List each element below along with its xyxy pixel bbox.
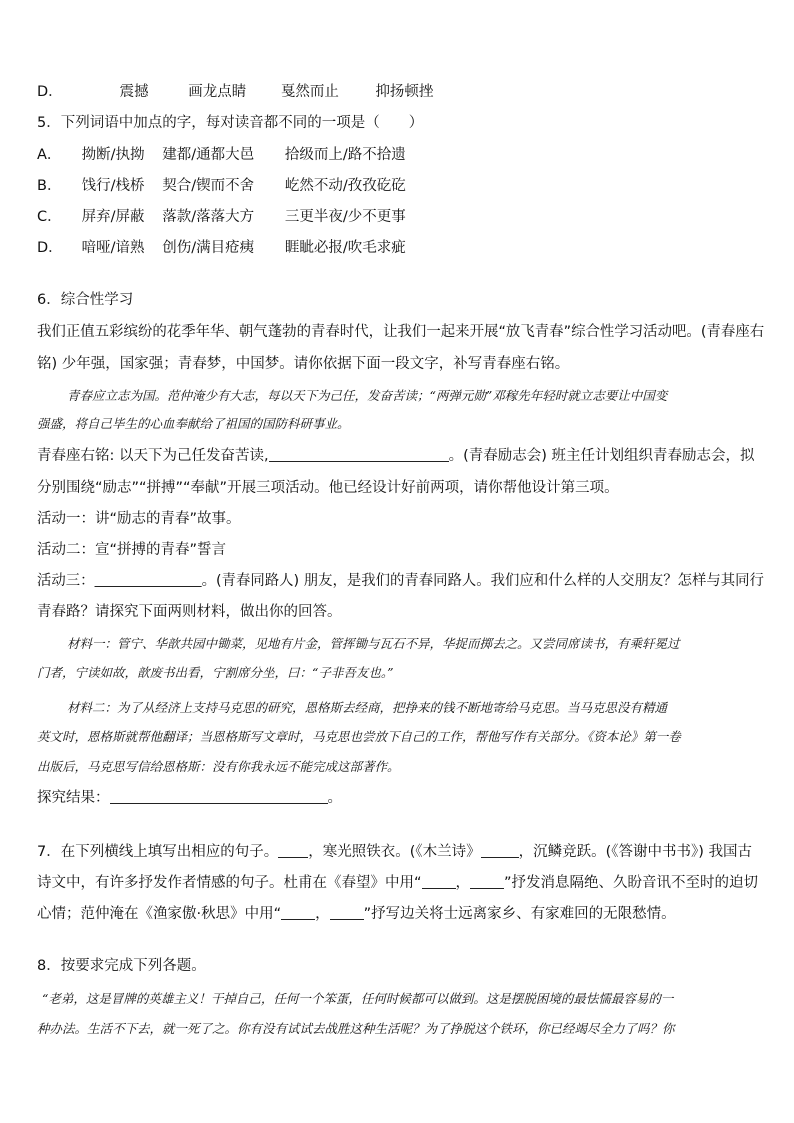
- q5-option-b: [37, 176, 406, 196]
- q7-text: ”抒发消息隔绝、久盼音讯不至时的迫切: [504, 875, 759, 891]
- q7-text: ，: [455, 875, 471, 891]
- q7-text: 心情；范仲淹在《渔家傲·秋思》中用“: [37, 906, 282, 922]
- option-word: 戛然而止: [280, 84, 339, 100]
- q6-result-line: [37, 788, 342, 808]
- q5-stem: 5．下列词语中加点的字，每对读音都不同的一项是（ ）: [37, 115, 424, 131]
- activity-3-suffix: 。(青春同路人) 朋友，是我们的青春同路人。我们应和什么样的人交朋友？怎样与其同行: [201, 573, 764, 589]
- q7-text: 7．在下列横线上填写出相应的句子。: [37, 844, 279, 860]
- q6-title: 6．综合性学习: [37, 292, 134, 308]
- q7-text: ”抒写边关将士远离家乡、有家难回的无限愁情。: [363, 906, 676, 922]
- option-word: 三更半夜/少不更事: [284, 209, 406, 225]
- motto-suffix: 。(青春励志会) 班主任计划组织青春励志会，拟: [448, 448, 755, 464]
- q6-intro-line: 我们正值五彩缤纷的花季年华、朝气蓬勃的青春时代，让我们一起来开展“放飞青春”综合性学习活动吧。(青春座右: [37, 324, 765, 340]
- material-2-line: 出版后，马克思写信给恩格斯：没有你我永远不能完成这部著作。: [37, 759, 400, 774]
- option-word: 饯行/栈桥: [81, 178, 145, 194]
- activity-3-prefix: 活动三：: [37, 573, 95, 589]
- q6-activity-2: 活动二：宣“拼搏的青春”誓言: [37, 542, 227, 558]
- option-label: D．: [37, 240, 63, 256]
- result-suffix: 。: [327, 790, 342, 806]
- option-label: D．: [37, 84, 63, 100]
- option-word: 喑哑/谙熟: [81, 240, 145, 256]
- option-word: 屏弃/屏蔽: [81, 209, 145, 225]
- option-word: 抑扬顿挫: [375, 84, 434, 100]
- q5-option-d: [37, 238, 406, 258]
- result-prefix: 探究结果：: [37, 790, 110, 806]
- q6-note-line: 强盛，将自己毕生的心血奉献给了祖国的国防科研事业。: [37, 416, 350, 431]
- option-word: 震撼: [119, 84, 149, 100]
- q8-passage-line: “老弟，这是冒牌的英雄主义！干掉自己，任何一个笨蛋，任何时候都可以做到。这是摆脱困境的最怯懦最容易的一: [42, 991, 674, 1006]
- material-1-line: 材料一：管宁、华歆共园中锄菜，见地有片金，管挥锄与瓦石不异，华捉而掷去之。又尝同席读书，有乘轩冕过: [67, 636, 680, 651]
- option-word: 拾级而上/路不拾遗: [284, 147, 406, 163]
- q6-motto-line: [37, 446, 755, 466]
- q6-path-line: 青春路？请探究下面两则材料，做出你的回答。: [37, 604, 342, 620]
- q7-text: ，: [315, 906, 330, 922]
- material-1-line: 门者，宁读如故，歆废书出看，宁割席分坐，曰：“子非吾友也。”: [37, 665, 394, 680]
- option-word: 落款/落落大方: [162, 209, 255, 225]
- option-word: 画龙点睛: [188, 84, 247, 100]
- option-word: 拗断/执拗: [81, 147, 145, 163]
- material-2-line: 材料二：为了从经济上支持马克思的研究，恩格斯去经商，把挣来的钱不断地寄给马克思。当马克思没有精通: [67, 700, 668, 715]
- option-word: 创伤/满目疮痍: [162, 240, 255, 256]
- option-word: 睚眦必报/吹毛求疵: [284, 240, 406, 256]
- q7-blank[interactable]: [330, 904, 364, 920]
- option-label: A．: [37, 147, 62, 163]
- option-word: 建都/通都大邑: [162, 147, 255, 163]
- q6-plan-line: 分别围绕“励志”“拼搏”“奉献”开展三项活动。他已经设计好前两项，请你帮他设计第三项。: [37, 480, 619, 496]
- material-2-line: 英文时，恩格斯就帮他翻译；当恩格斯写文章时，马克思也尝放下自己的工作，帮他写作有关部分。《资本论》第一卷: [37, 729, 681, 744]
- option-label: C．: [37, 209, 62, 225]
- q8-title: 8．按要求完成下列各题。: [37, 958, 206, 974]
- q8-passage-line: 种办法。生活不下去，就一死了之。你有没有试试去战胜这种生活呢？为了挣脱这个铁环，你已经竭尽全力了吗？你: [37, 1021, 675, 1036]
- q7-line: [37, 873, 758, 893]
- q6-activity-3: [37, 571, 764, 591]
- q6-intro-line: 铭) 少年强，国家强；青春梦，中国梦。请你依据下面一段文字，补写青春座右铭。: [37, 356, 570, 372]
- motto-answer-blank[interactable]: [269, 446, 449, 462]
- q7-text: ，寒光照铁衣。(《木兰诗》: [308, 844, 481, 860]
- q7-blank[interactable]: [278, 842, 308, 858]
- q7-line: [37, 842, 752, 862]
- activity-3-answer-blank[interactable]: [95, 571, 202, 587]
- q4-option-d: [37, 82, 433, 102]
- option-label: B．: [37, 178, 62, 194]
- q7-blank[interactable]: [481, 842, 519, 858]
- q5-option-a: [37, 145, 406, 165]
- q7-blank[interactable]: [281, 904, 315, 920]
- q7-line: [37, 904, 676, 924]
- q7-text: ，沉鳞竞跃。(《答谢中书书》) 我国古: [518, 844, 753, 860]
- q6-activity-1: 活动一：讲“励志的青春”故事。: [37, 511, 241, 527]
- motto-prefix: 青春座右铭: 以天下为己任发奋苦读,: [37, 448, 269, 464]
- option-word: 屹然不动/孜孜矻矻: [284, 178, 406, 194]
- q7-blank[interactable]: [422, 873, 456, 889]
- result-answer-blank[interactable]: [110, 788, 328, 804]
- q7-blank[interactable]: [470, 873, 504, 889]
- q6-note-line: 青春应立志为国。范仲淹少有大志，每以天下为己任，发奋苦读；“两弹元勋”邓稼先年轻时就立志要让中国变: [67, 388, 668, 403]
- q5-option-c: [37, 207, 406, 227]
- q7-text: 诗文中，有许多抒发作者情感的句子。杜甫在《春望》中用“: [37, 875, 422, 891]
- option-word: 契合/锲而不舍: [162, 178, 255, 194]
